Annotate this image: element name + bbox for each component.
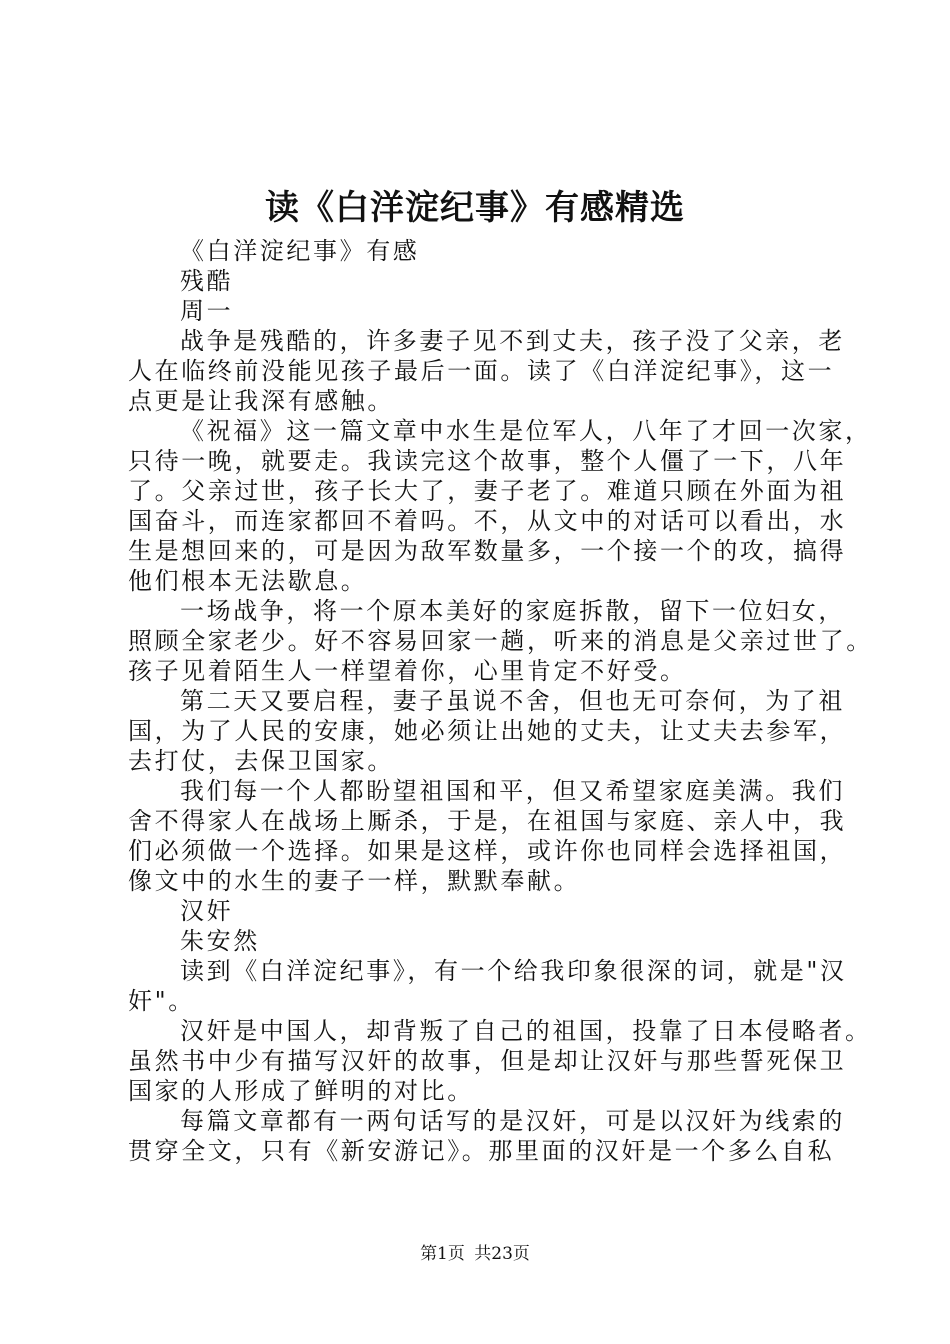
document-body xyxy=(128,236,873,1166)
page-total: 共23页 xyxy=(474,1244,530,1264)
text-line: 们必须做一个选择。如果是这样，或许你也同样会选择祖国， xyxy=(128,837,847,865)
text-line: 了。父亲过世，孩子长大了，妻子老了。难道只顾在外面为祖 xyxy=(128,477,847,505)
text-line: 《祝福》这一篇文章中水生是位军人，八年了才回一次家， xyxy=(180,417,872,445)
text-line: 像文中的水生的妻子一样，默默奉献。 xyxy=(128,867,581,895)
text-line: 周一 xyxy=(180,297,234,325)
text-line: 汉奸 xyxy=(180,897,234,925)
text-line: 《白洋淀纪事》有感 xyxy=(180,237,420,265)
text-line: 汉奸是中国人，却背叛了自己的祖国，投靠了日本侵略者。 xyxy=(180,1017,872,1045)
text-line: 去打仗，去保卫国家。 xyxy=(128,747,394,775)
text-line: 点更是让我深有感触。 xyxy=(128,387,394,415)
text-line: 每篇文章都有一两句话写的是汉奸，可是以汉奸为线索的 xyxy=(180,1107,845,1135)
text-line: 照顾全家老少。好不容易回家一趟，听来的消息是父亲过世了。 xyxy=(128,627,873,655)
text-line: 贯穿全文，只有《新安游记》。那里面的汉奸是一个多么自私 xyxy=(128,1137,835,1165)
text-line: 他们根本无法歇息。 xyxy=(128,567,368,595)
document-title: 读《白洋淀纪事》有感精选 xyxy=(265,188,685,228)
text-line: 朱安然 xyxy=(180,927,260,955)
text-line: 国，为了人民的安康，她必须让出她的丈夫，让丈夫去参军， xyxy=(128,717,847,745)
text-line: 舍不得家人在战场上厮杀，于是，在祖国与家庭、亲人中，我 xyxy=(128,807,847,835)
page-number: 第1页 xyxy=(420,1244,465,1264)
text-line: 残酷 xyxy=(180,267,234,295)
text-line: 生是想回来的，可是因为敌军数量多，一个接一个的攻，搞得 xyxy=(128,537,847,565)
text-line: 国奋斗，而连家都回不着吗。不，从文中的对话可以看出，水 xyxy=(128,507,847,535)
page-footer xyxy=(0,1240,950,1268)
text-line: 国家的人形成了鲜明的对比。 xyxy=(128,1077,474,1105)
text-line: 第二天又要启程，妻子虽说不舍，但也无可奈何，为了祖 xyxy=(180,687,845,715)
text-line: 只待一晚，就要走。我读完这个故事，整个人僵了一下，八年 xyxy=(128,447,847,475)
text-line: 孩子见着陌生人一样望着你，心里肯定不好受。 xyxy=(128,657,687,685)
text-line: 人在临终前没能见孩子最后一面。读了《白洋淀纪事》，这一 xyxy=(128,357,835,385)
text-line: 一场战争，将一个原本美好的家庭拆散，留下一位妇女， xyxy=(180,597,845,625)
text-line: 战争是残酷的，许多妻子见不到丈夫，孩子没了父亲，老 xyxy=(180,327,845,355)
text-line: 奸"。 xyxy=(128,987,195,1015)
text-line: 我们每一个人都盼望祖国和平，但又希望家庭美满。我们 xyxy=(180,777,845,805)
text-line: 读到《白洋淀纪事》，有一个给我印象很深的词，就是"汉 xyxy=(180,957,847,985)
text-line: 虽然书中少有描写汉奸的故事，但是却让汉奸与那些誓死保卫 xyxy=(128,1047,847,1075)
